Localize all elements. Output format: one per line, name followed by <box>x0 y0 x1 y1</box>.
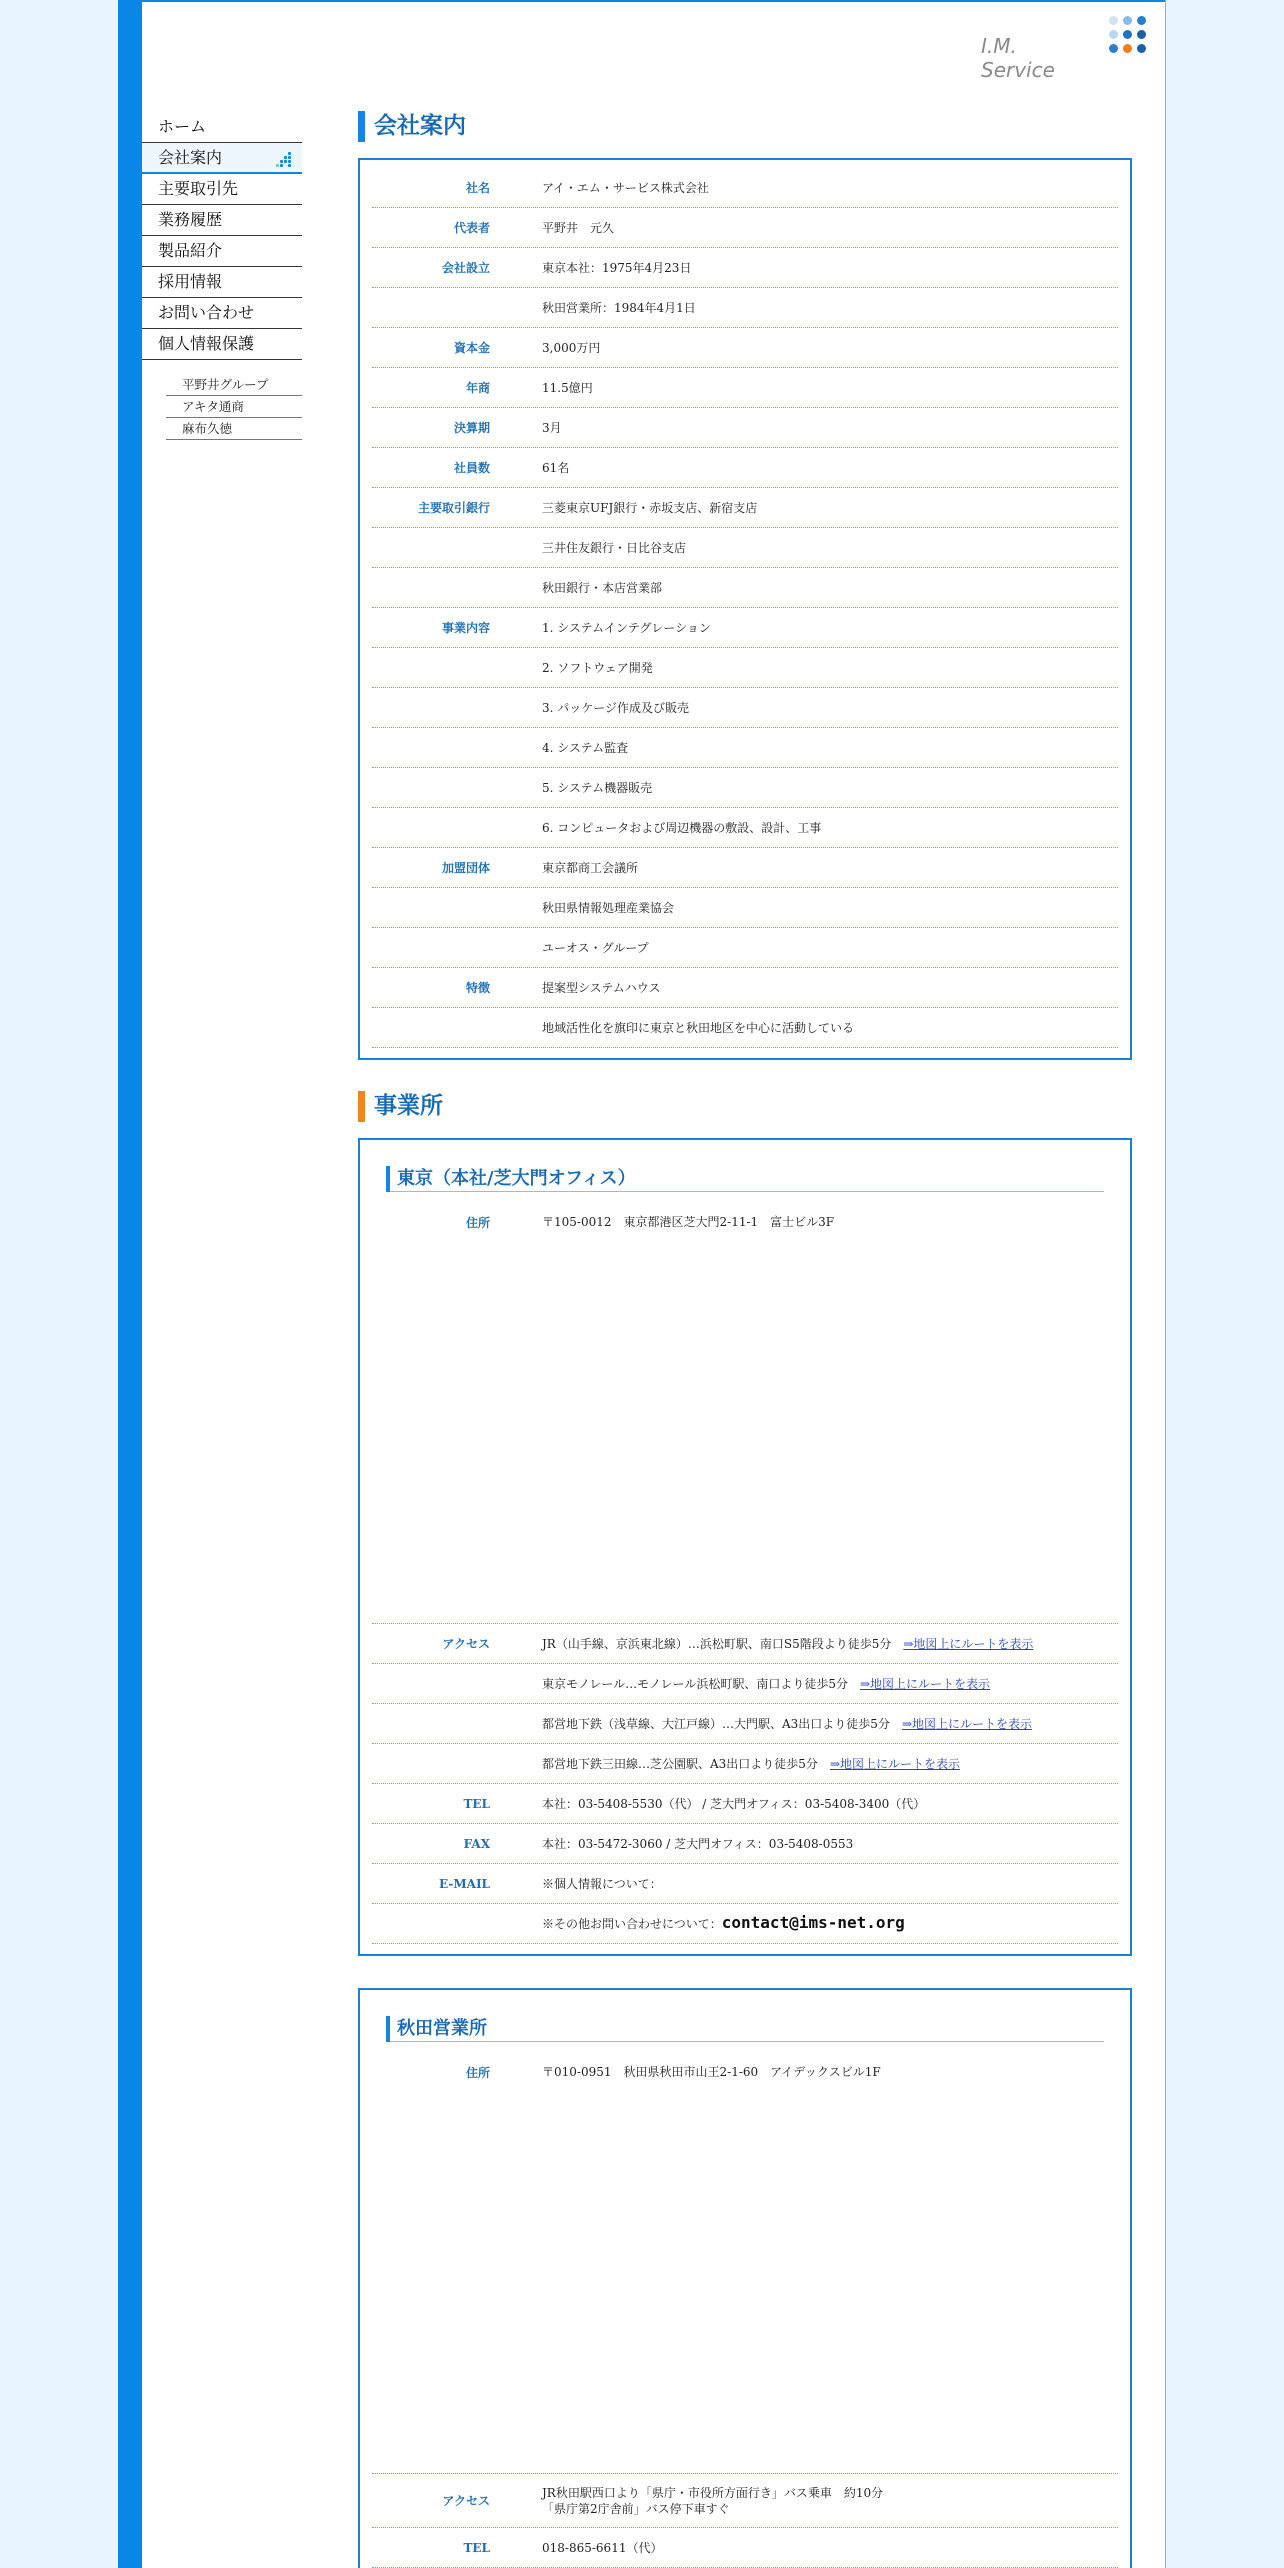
row-label: 主要取引銀行 <box>417 501 490 515</box>
row-label: TEL <box>463 1796 490 1811</box>
sidebar-nav <box>142 112 302 360</box>
company-info-row <box>372 528 1118 568</box>
company-info-row <box>372 288 1118 328</box>
site-logo[interactable] <box>981 16 1151 82</box>
akita-office-title: 秋田営業所 <box>386 2016 1104 2042</box>
logo-text: I.M. Service <box>981 34 1055 82</box>
row-value: 2. ソフトウェア開発 <box>542 660 653 675</box>
row-value: 三井住友銀行・日比谷支店 <box>542 540 687 555</box>
company-info-row <box>372 808 1118 848</box>
row-value: 秋田県情報処理産業協会 <box>542 900 675 915</box>
row-value <box>542 1915 905 1932</box>
company-info-row <box>372 688 1118 728</box>
access-row <box>372 1664 1118 1704</box>
row-label: 資本金 <box>453 341 490 355</box>
akita-map-area <box>372 2094 1118 2474</box>
fax-row <box>372 1824 1118 1864</box>
company-info-row <box>372 648 1118 688</box>
company-info-row <box>372 248 1118 288</box>
access-row <box>372 1704 1118 1744</box>
company-info-row <box>372 608 1118 648</box>
row-value: 5. システム機器販売 <box>542 780 653 795</box>
company-info-row <box>372 888 1118 928</box>
route-map-link[interactable]: ⇒地図上にルートを表示 <box>903 1636 1034 1651</box>
nav-item-label: 会社案内 <box>158 148 223 167</box>
row-label: 加盟団体 <box>441 861 490 875</box>
row-label: アクセス <box>442 2494 490 2508</box>
page-container <box>118 0 1166 2568</box>
company-section-title: 会社案内 <box>358 110 1132 142</box>
row-label: FAX <box>463 1836 490 1851</box>
row-value: 三菱東京UFJ銀行・赤坂支店、新宿支店 <box>542 500 758 515</box>
row-value: 6. コンピュータおよび周辺機器の敷設、設計、工事 <box>542 820 822 835</box>
nav-item-home[interactable]: ホーム <box>142 112 302 143</box>
access-text: 東京モノレール…モノレール浜松町駅、南口より徒歩5分 <box>542 1676 848 1691</box>
company-info-table <box>372 168 1118 1048</box>
route-map-link[interactable]: ⇒地図上にルートを表示 <box>829 1756 960 1771</box>
row-value: 〒010-0951 秋田県秋田市山王2-1-60 アイデックスビル1F <box>542 2065 881 2079</box>
row-label: E-MAIL <box>439 1876 490 1891</box>
row-value: 61名 <box>542 460 570 475</box>
company-info-row <box>372 488 1118 528</box>
row-value <box>542 1676 990 1692</box>
address-row <box>372 1204 1118 1244</box>
nav-item-history[interactable]: 業務履歴 <box>142 205 302 236</box>
row-value: 3,000万円 <box>542 340 601 355</box>
row-label: 社名 <box>465 181 490 195</box>
email-note: ※その他お問い合わせについて： <box>542 1917 722 1931</box>
address-row <box>372 2054 1118 2094</box>
row-label: TEL <box>463 2540 490 2555</box>
row-label: 特徴 <box>465 981 490 995</box>
row-label: 住所 <box>465 1216 490 1230</box>
row-label: 決算期 <box>453 421 490 435</box>
group-links <box>166 374 302 440</box>
route-map-link[interactable]: ⇒地図上にルートを表示 <box>901 1716 1033 1731</box>
group-link-akita-tsusho[interactable]: アキタ通商 <box>166 396 302 418</box>
row-value: 3月 <box>542 420 562 435</box>
row-value: 018-865-6611（代） <box>542 2540 663 2555</box>
company-info-row <box>372 368 1118 408</box>
company-info-row <box>372 1008 1118 1048</box>
access-text: 都営地下鉄三田線…芝公園駅、A3出口より徒歩5分 <box>542 1756 818 1771</box>
row-label: 事業内容 <box>441 621 490 635</box>
company-info-row <box>372 848 1118 888</box>
access-text: 都営地下鉄（浅草線、大江戸線）…大門駅、A3出口より徒歩5分 <box>542 1716 890 1731</box>
contact-email-link[interactable]: contact@ims-net.org <box>721 1913 905 1932</box>
row-value <box>542 1756 960 1772</box>
row-value: 〒105-0012 東京都港区芝大門2-11-1 富士ビル3F <box>542 1215 835 1229</box>
row-value: アイ・エム・サービス株式会社 <box>542 180 709 195</box>
company-info-row <box>372 568 1118 608</box>
nav-item-privacy[interactable]: 個人情報保護 <box>142 329 302 360</box>
company-info-row <box>372 168 1118 208</box>
row-value <box>542 1636 1033 1652</box>
email-row <box>372 1904 1118 1944</box>
tel-row <box>372 2528 1118 2568</box>
row-value: 秋田営業所：1984年4月1日 <box>542 300 696 315</box>
tokyo-office-title: 東京（本社/芝大門オフィス） <box>386 1166 1104 1192</box>
row-label: 住所 <box>465 2066 490 2080</box>
tokyo-office-box <box>358 1138 1132 1956</box>
row-value: 東京都商工会議所 <box>542 860 639 875</box>
route-map-link[interactable]: ⇒地図上にルートを表示 <box>859 1676 991 1691</box>
access-row <box>372 2474 1118 2528</box>
row-value: 本社：03-5408-5530（代） / 芝大門オフィス：03-5408-3400（代） <box>542 1796 926 1811</box>
access-row <box>372 1744 1118 1784</box>
company-info-row <box>372 928 1118 968</box>
company-info-row <box>372 208 1118 248</box>
row-label: 代表者 <box>453 221 490 235</box>
tel-row <box>372 1784 1118 1824</box>
main-content <box>358 110 1132 2568</box>
row-value: ※個人情報について： <box>542 1876 662 1891</box>
row-value: ユーオス・グループ <box>542 940 649 955</box>
top-border <box>142 0 1165 2</box>
company-info-row <box>372 768 1118 808</box>
row-label: 年商 <box>465 381 490 395</box>
access-row <box>372 1624 1118 1664</box>
row-value: 1. システムインテグレーション <box>542 620 711 635</box>
row-value <box>542 2485 883 2517</box>
nav-item-contact[interactable]: お問い合わせ <box>142 298 302 329</box>
company-info-row <box>372 328 1118 368</box>
email-row <box>372 1864 1118 1904</box>
active-grid-icon <box>276 152 294 166</box>
row-label: アクセス <box>442 1637 490 1651</box>
row-value: 秋田銀行・本店営業部 <box>542 580 663 595</box>
company-info-row <box>372 728 1118 768</box>
tokyo-map-area <box>372 1244 1118 1624</box>
access-line: JR秋田駅西口より「県庁・市役所方面行き」バス乗車 約10分 <box>542 2485 884 2500</box>
row-value: 地域活性化を旗印に東京と秋田地区を中心に活動している <box>542 1020 855 1035</box>
offices-section-title: 事業所 <box>358 1090 1132 1122</box>
row-value: 4. システム監査 <box>542 740 629 755</box>
row-value: 平野井 元久 <box>542 220 615 235</box>
nav-item-products[interactable]: 製品紹介 <box>142 236 302 267</box>
nav-item-recruit[interactable]: 採用情報 <box>142 267 302 298</box>
group-link-hiranoi[interactable]: 平野井グループ <box>166 374 302 396</box>
access-text: JR（山手線、京浜東北線）…浜松町駅、南口S5階段より徒歩5分 <box>542 1636 892 1651</box>
access-line: 「県庁第2庁舎前」バス停下車すぐ <box>542 2501 730 2516</box>
row-value: 提案型システムハウス <box>542 980 661 995</box>
row-value: 3. パッケージ作成及び販売 <box>542 700 690 715</box>
company-info-box <box>358 158 1132 1060</box>
row-value <box>542 1716 1032 1732</box>
nav-item-company[interactable] <box>142 143 302 174</box>
akita-office-box <box>358 1988 1132 2568</box>
logo-dots-icon <box>1109 16 1151 58</box>
row-value: 本社：03-5472-3060 / 芝大門オフィス：03-5408-0553 <box>542 1836 854 1851</box>
row-value: 11.5億円 <box>542 380 593 395</box>
company-info-row <box>372 448 1118 488</box>
company-info-row <box>372 408 1118 448</box>
row-label: 社員数 <box>453 461 490 475</box>
row-value: 東京本社：1975年4月23日 <box>542 260 692 275</box>
nav-item-clients[interactable]: 主要取引先 <box>142 174 302 205</box>
group-link-azabu-kyutoku[interactable]: 麻布久徳 <box>166 418 302 440</box>
left-accent-bar <box>118 0 142 2568</box>
company-info-row <box>372 968 1118 1008</box>
row-label: 会社設立 <box>441 261 490 275</box>
